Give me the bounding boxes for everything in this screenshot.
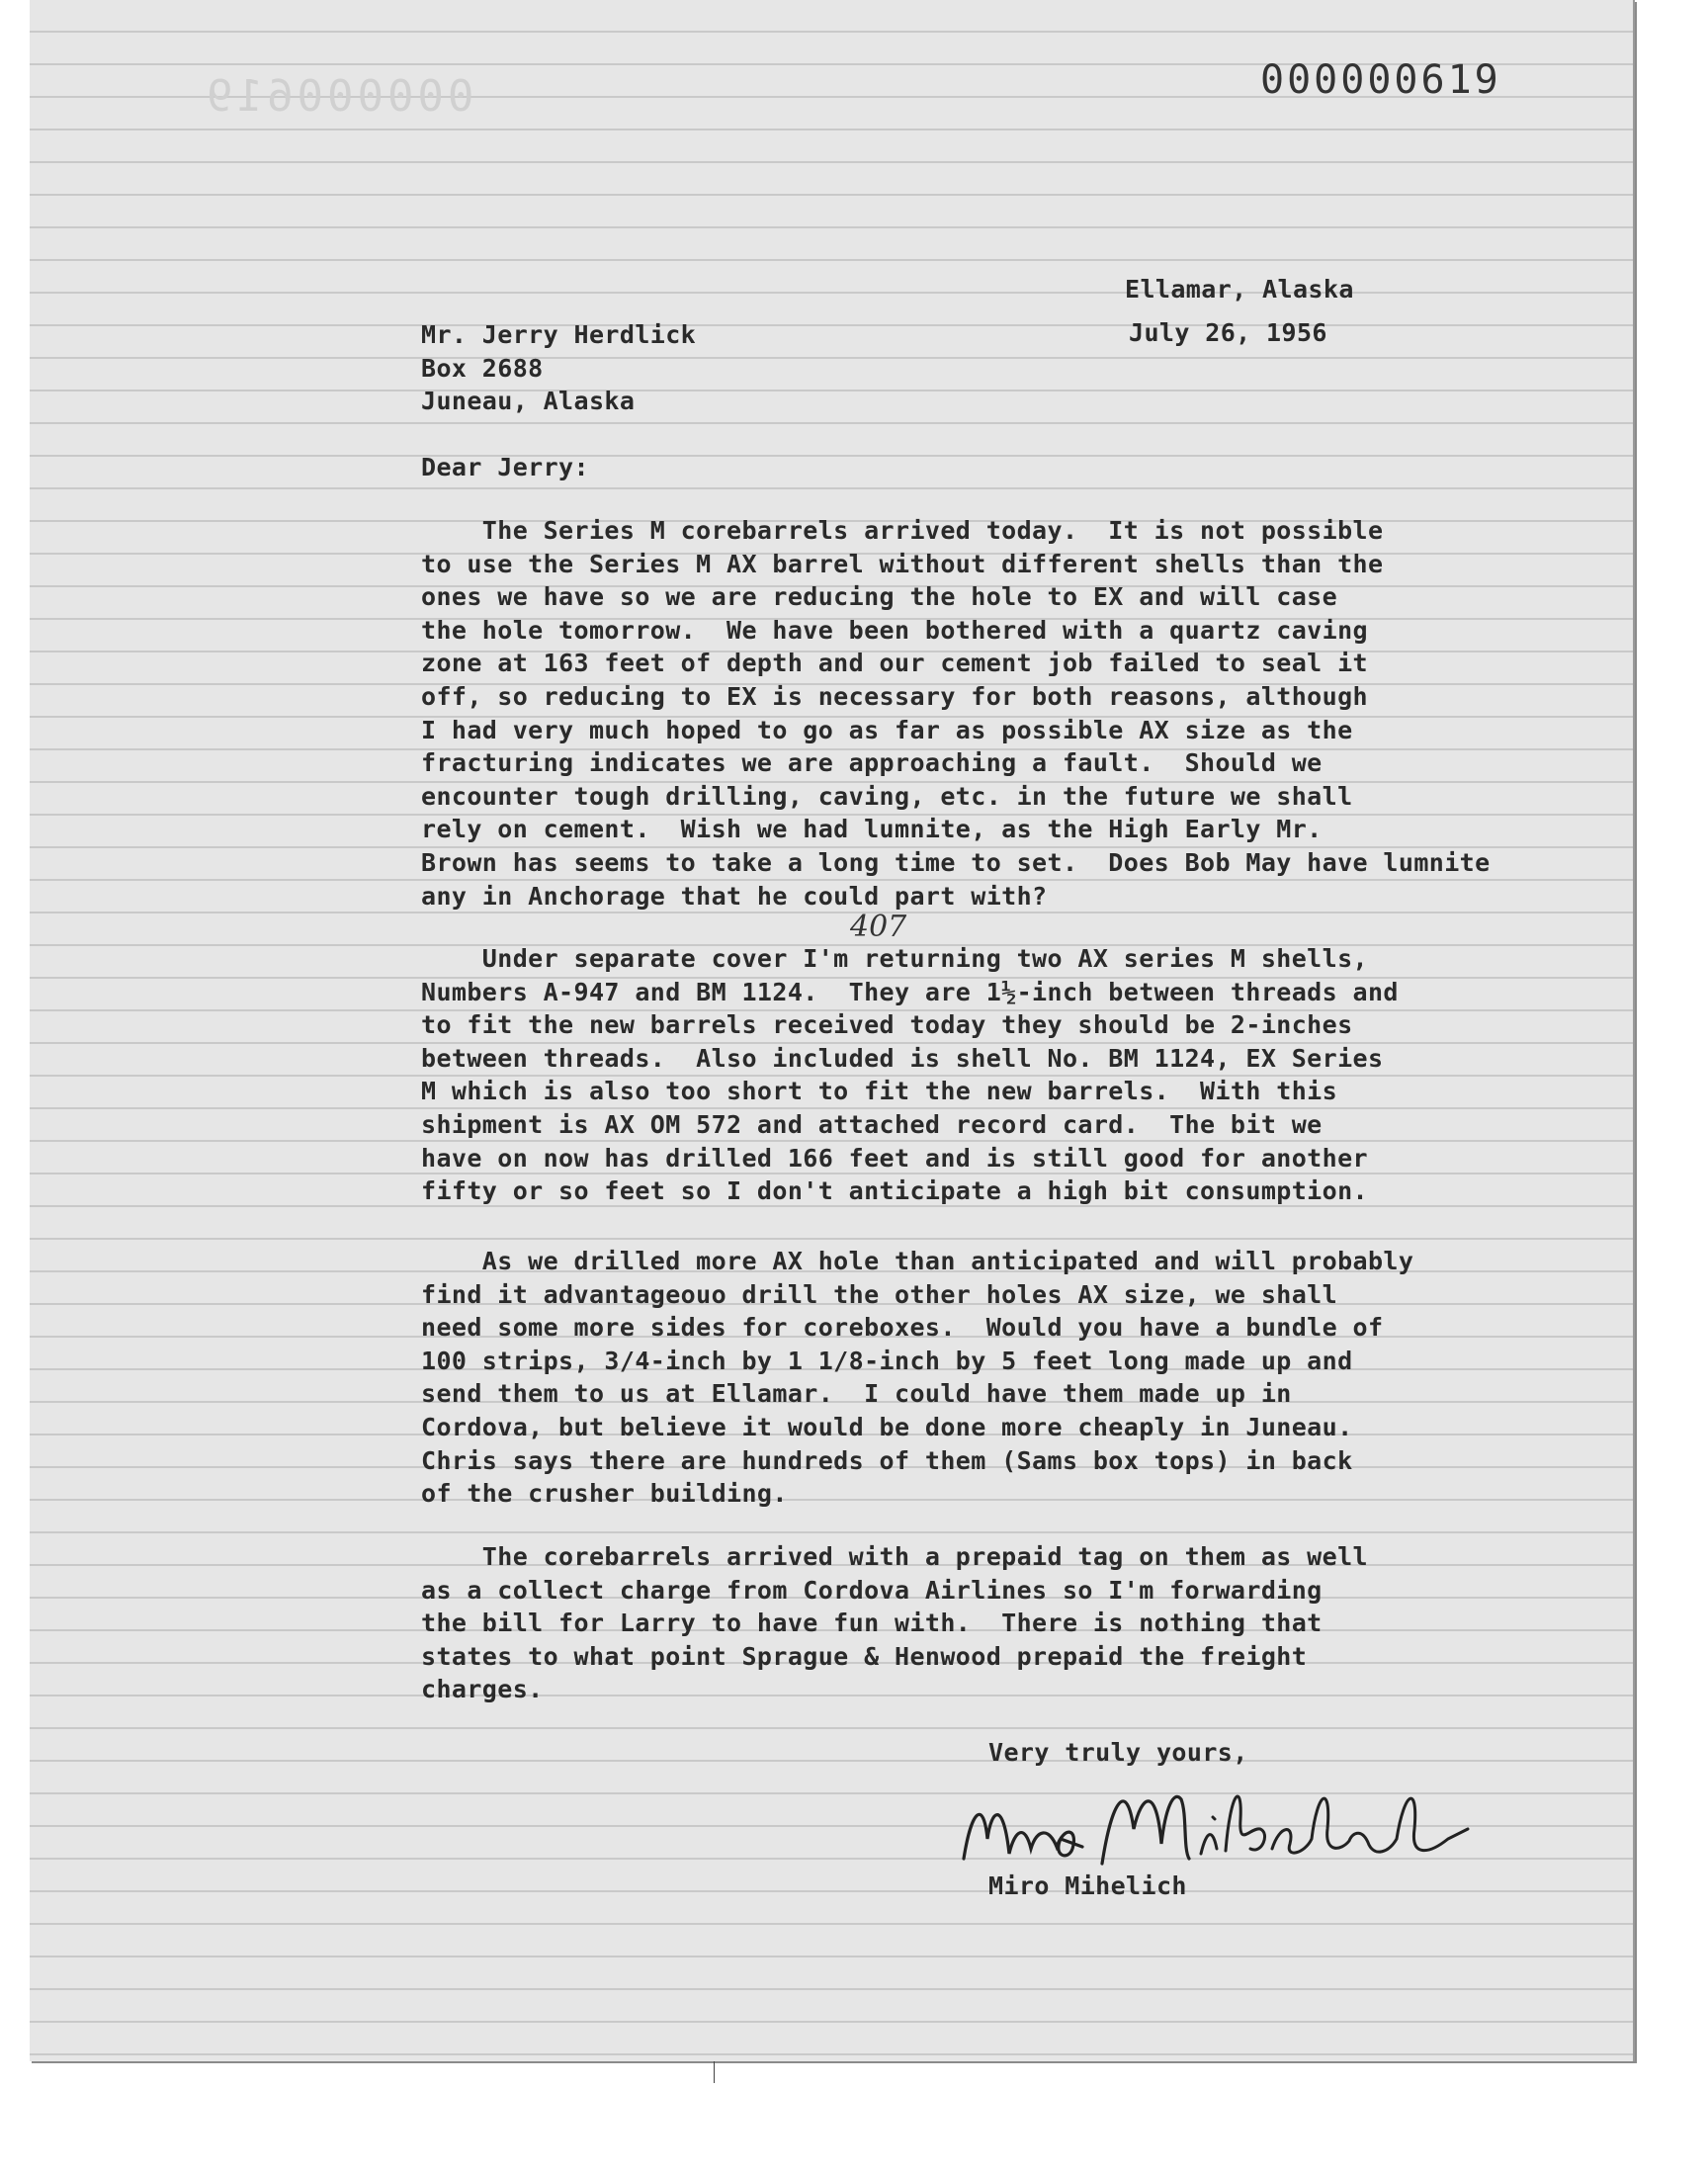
paragraph-line: The corebarrels arrived with a prepaid tag on them as well [421,1542,1368,1571]
letter-place: Ellamar, Alaska [1125,275,1354,304]
paragraph-line: have on now has drilled 166 feet and is still good for another [421,1143,1368,1173]
paragraph-line: between threads. Also included is shell No. BM 1124, EX Series [421,1043,1384,1073]
paragraph-line: Brown has seems to take a long time to set. Does Bob May have lumnite [421,847,1491,877]
paragraph-line: rely on cement. Wish we had lumnite, as the High Early Mr. [421,815,1323,844]
recipient-name: Mr. Jerry Herdlick [421,320,697,349]
recipient-city: Juneau, Alaska [421,387,636,415]
paragraph-line: encounter tough drilling, caving, etc. in the future we shall [421,781,1353,811]
paragraph-line: I had very much hoped to go as far as possible AX size as the [421,715,1353,744]
paragraph-line: as a collect charge from Cordova Airlines so I'm forwarding [421,1575,1323,1605]
paragraph-4 [421,1540,1368,1706]
signer-name: Miro Mihelich [988,1871,1187,1900]
paragraph-line: to use the Series M AX barrel without different shells than the [421,549,1384,578]
handwritten-signature [954,1770,1507,1878]
letter-sheet [30,0,1635,2061]
paragraph-line: ones we have so we are reducing the hole to EX and will case [421,582,1338,612]
paragraph-line: fifty or so feet so I don't anticipate a high bit consumption. [421,1176,1368,1206]
salutation: Dear Jerry: [421,453,589,481]
paragraph-line: off, so reducing to EX is necessary for both reasons, although [421,681,1368,711]
paragraph-3 [421,1245,1413,1511]
paragraph-line: need some more sides for coreboxes. Would you have a bundle of [421,1313,1384,1343]
letter-date: July 26, 1956 [1129,318,1327,347]
paragraph-line: to fit the new barrels received today they should be 2-inches [421,1010,1353,1040]
paragraph-line: Chris says there are hundreds of them (Sams box tops) in back [421,1445,1353,1475]
paragraph-line: Under separate cover I'm returning two AX series M shells, [421,944,1368,973]
paragraph-line: states to what point Sprague & Henwood prepaid the freight [421,1641,1308,1671]
paragraph-2 [421,942,1399,1208]
paragraph-line: the hole tomorrow. We have been bothered with a quartz caving [421,615,1368,645]
paragraph-line: 100 strips, 3/4-inch by 1 1/8-inch by 5 feet long made up and [421,1346,1353,1375]
paragraph-line: Cordova, but believe it would be done more cheaply in Juneau. [421,1412,1353,1441]
paragraph-1 [421,514,1491,913]
paragraph-line: M which is also too short to fit the new barrels. With this [421,1077,1338,1106]
paragraph-line: fracturing indicates we are approaching a fault. Should we [421,748,1323,778]
recipient-box: Box 2688 [421,354,544,383]
closing: Very truly yours, [988,1738,1248,1767]
paragraph-line: any in Anchorage that he could part with? [421,881,1048,911]
paragraph-line: Numbers A-947 and BM 1124. They are 1½-inch between threads and [421,977,1399,1006]
bleed-through-number: 000000619 [203,71,474,122]
paragraph-line: the bill for Larry to have fun with. There is nothing that [421,1609,1323,1638]
paragraph-line: send them to us at Ellamar. I could have them made up in [421,1379,1292,1409]
paragraph-line: shipment is AX OM 572 and attached record card. The bit we [421,1109,1323,1139]
paragraph-line: of the crusher building. [421,1479,788,1509]
paragraph-line: charges. [421,1675,544,1704]
paragraph-line: zone at 163 feet of depth and our cement job failed to seal it [421,649,1368,678]
scan-fold-mark [714,2061,715,2083]
paragraph-line: The Series M corebarrels arrived today. It is not possible [421,516,1384,545]
paragraph-line: As we drilled more AX hole than anticipated and will probably [421,1247,1414,1275]
handwritten-note: 407 [850,910,907,944]
paragraph-line: find it advantageouo drill the other holes AX size, we shall [421,1279,1338,1309]
document-number-stamp: 000000619 [1260,57,1501,103]
